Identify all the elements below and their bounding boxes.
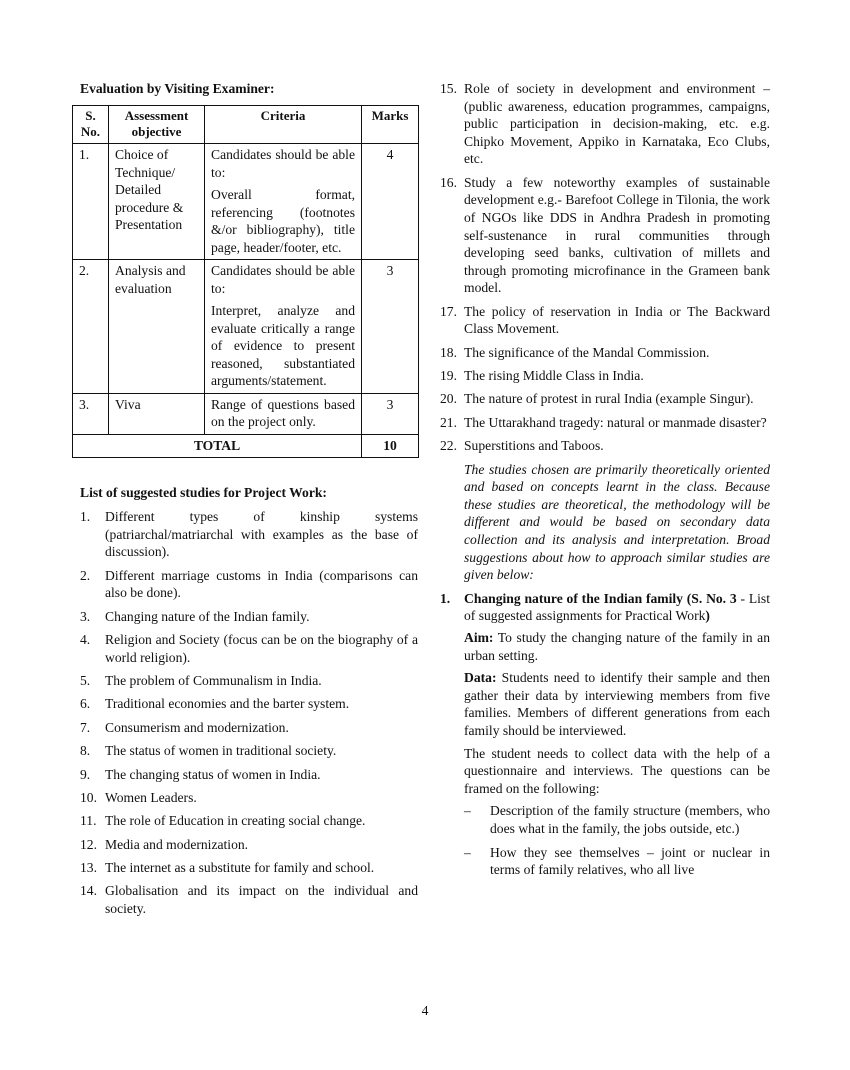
item-text: Study a few noteworthy examples of sustainable development e.g.- Barefoot College in Tilonia, the work of NGOs like DDS in Andhra Pradesh in promoting self-sustenance in rural communities through developing seed banks, cultivation of millets and through promoting microfinance in the Grameen bank model. [464,174,770,296]
dash-bullet: – [464,803,471,819]
item-number: 7. [80,719,91,735]
criteria-line: Overall format, referencing (footnotes &/or bibliography), title page, header/footer, etc. [211,187,355,255]
item-number: 3. [80,608,91,624]
methodology-note: The studies chosen are primarily theoretically oriented and based on concepts learnt in the class. Because these studies are theoretical, the methodology will be different and would be based on secondary data collection and its analysis and interpretation. Broad suggestions about how to approach similar studies are given below: [464,461,770,583]
total-label: TOTAL [73,434,362,458]
collect-paragraph: The student needs to collect data with the help of a questionnaire and interviews. The questions can be framed on the following: [464,745,770,796]
right-column [436,80,770,885]
list-item [72,631,418,666]
header-criteria: Criteria [205,106,362,144]
item-text: The Uttarakhand tragedy: natural or manmade disaster? [464,414,767,430]
item-number: 9. [80,766,91,782]
item-text: Religion and Society (focus can be on the biography of a world religion). [105,631,418,665]
list-item [72,742,418,760]
total-marks: 10 [362,434,419,458]
list-item [436,344,770,362]
item-text: Women Leaders. [105,789,197,805]
item-text: The problem of Communalism in India. [105,672,322,688]
list-item [436,303,770,338]
item-text: Description of the family structure (members, who does what in the family, the jobs outside, etc.) [490,803,770,836]
studies-list-left [72,508,418,918]
item-number: 14. [80,883,97,899]
list-item [72,882,418,917]
section-close: ) [705,608,710,624]
item-number: 2. [80,567,91,583]
list-item [72,608,418,626]
evaluation-heading: Evaluation by Visiting Examiner: [80,81,275,96]
list-item [72,567,418,602]
item-number: 21. [440,414,457,430]
item-text: Consumerism and modernization. [105,719,289,735]
list-item [436,437,770,455]
criteria-line: Candidates should be able to: [211,147,355,180]
item-text: Globalisation and its impact on the individual and society. [105,883,418,917]
list-item [436,367,770,385]
item-text: The rising Middle Class in India. [464,368,644,384]
item-text: Different marriage customs in India (comparisons can also be done). [105,567,418,601]
item-number: 13. [80,860,97,876]
item-number: 5. [80,672,91,688]
item-number: 17. [440,303,457,319]
item-text: The policy of reservation in India or The Backward Class Movement. [464,303,770,337]
row-criteria [205,260,362,394]
item-text: Superstitions and Taboos. [464,438,604,454]
item-text: Media and modernization. [105,836,249,852]
section-number: 1. [440,590,451,606]
item-number: 10. [80,789,97,805]
row-sno: 1. [73,144,109,260]
section-heading [436,590,770,625]
list-item [72,672,418,690]
item-number: 18. [440,344,457,360]
table-row [73,260,419,394]
list-item [72,859,418,877]
item-text: The significance of the Mandal Commission. [464,344,710,360]
item-number: 19. [440,368,457,384]
list-item [72,508,418,561]
row-sno: 3. [73,393,109,434]
item-text: How they see themselves – joint or nuclear in terms of family relatives, who all live [490,844,770,878]
item-text: Role of society in development and environment – (public awareness, education programmes, campaigns, public participation in decision-making, etc. e.g. Chipko Movement, Appiko in Karnataka, Eco Clubs, etc. [464,81,770,167]
list-item [72,812,418,830]
total-row [73,434,419,458]
row-criteria [205,393,362,434]
item-text: The changing status of women in India. [105,766,321,782]
row-objective: Analysis and evaluation [109,260,205,394]
evaluation-table [72,105,419,458]
item-text: Different types of kinship systems (patriarchal/matriarchal with examples as the base of discussion). [105,509,418,560]
table-header-row [73,106,419,144]
item-number: 15. [440,81,457,96]
list-item [72,695,418,713]
item-text: The internet as a substitute for family and school. [105,860,375,876]
section-subtitle: - List of suggested assignments for Practical Work [464,590,770,624]
list-item [72,836,418,854]
row-marks: 4 [362,144,419,260]
item-number: 6. [80,696,91,712]
data-text: Students need to identify their sample and then gather their data by interviewing members from five families. Members of different generations from each family should be interviewed. [464,670,770,738]
header-marks: Marks [362,106,419,144]
list-item [72,789,418,807]
item-text: Traditional economies and the barter system. [105,696,350,712]
question-list [464,802,770,878]
item-number: 8. [80,743,91,759]
aim-text: To study the changing nature of the family in an urban setting. [464,630,770,663]
item-number: 22. [440,438,457,454]
left-column [72,80,418,923]
data-paragraph [464,669,770,739]
list-item [464,844,770,879]
list-item [436,414,770,432]
table-row [73,393,419,434]
row-objective: Choice of Technique/ Detailed procedure & Presentation [109,144,205,260]
header-objective: Assessment objective [109,106,205,144]
list-item [72,766,418,784]
item-number: 4. [80,631,91,647]
aim-paragraph [464,629,770,664]
criteria-line: Candidates should be able to: [211,263,355,296]
table-row [73,144,419,260]
list-item [464,802,770,837]
list-item [436,390,770,408]
page-number: 4 [421,1003,429,1018]
row-sno: 2. [73,260,109,394]
item-text: The role of Education in creating social change. [105,813,366,829]
item-text: Changing nature of the Indian family. [105,608,310,624]
header-sno: S. No. [73,106,109,144]
list-item [436,80,770,168]
item-number: 12. [80,836,97,852]
list-item [436,174,770,297]
list-item [72,719,418,737]
data-label: Data: [464,670,497,686]
row-criteria [205,144,362,260]
aim-label: Aim: [464,630,494,645]
item-number: 11. [80,813,97,829]
row-objective: Viva [109,393,205,434]
criteria-line: Range of questions based on the project only. [211,396,355,429]
section-title: Changing nature of the Indian family (S. No. 3 [464,590,737,606]
studies-list-right [436,80,770,455]
row-marks: 3 [362,260,419,394]
row-marks: 3 [362,393,419,434]
studies-heading: List of suggested studies for Project Work: [80,485,327,500]
item-number: 1. [80,509,91,524]
item-number: 20. [440,391,457,407]
item-text: The nature of protest in rural India (example Singur). [464,391,754,407]
item-number: 16. [440,174,457,190]
criteria-line: Interpret, analyze and evaluate critically a range of evidence to present reasoned, substantiated arguments/statement. [211,303,355,388]
dash-bullet: – [464,844,471,860]
item-text: The status of women in traditional society. [105,743,337,759]
